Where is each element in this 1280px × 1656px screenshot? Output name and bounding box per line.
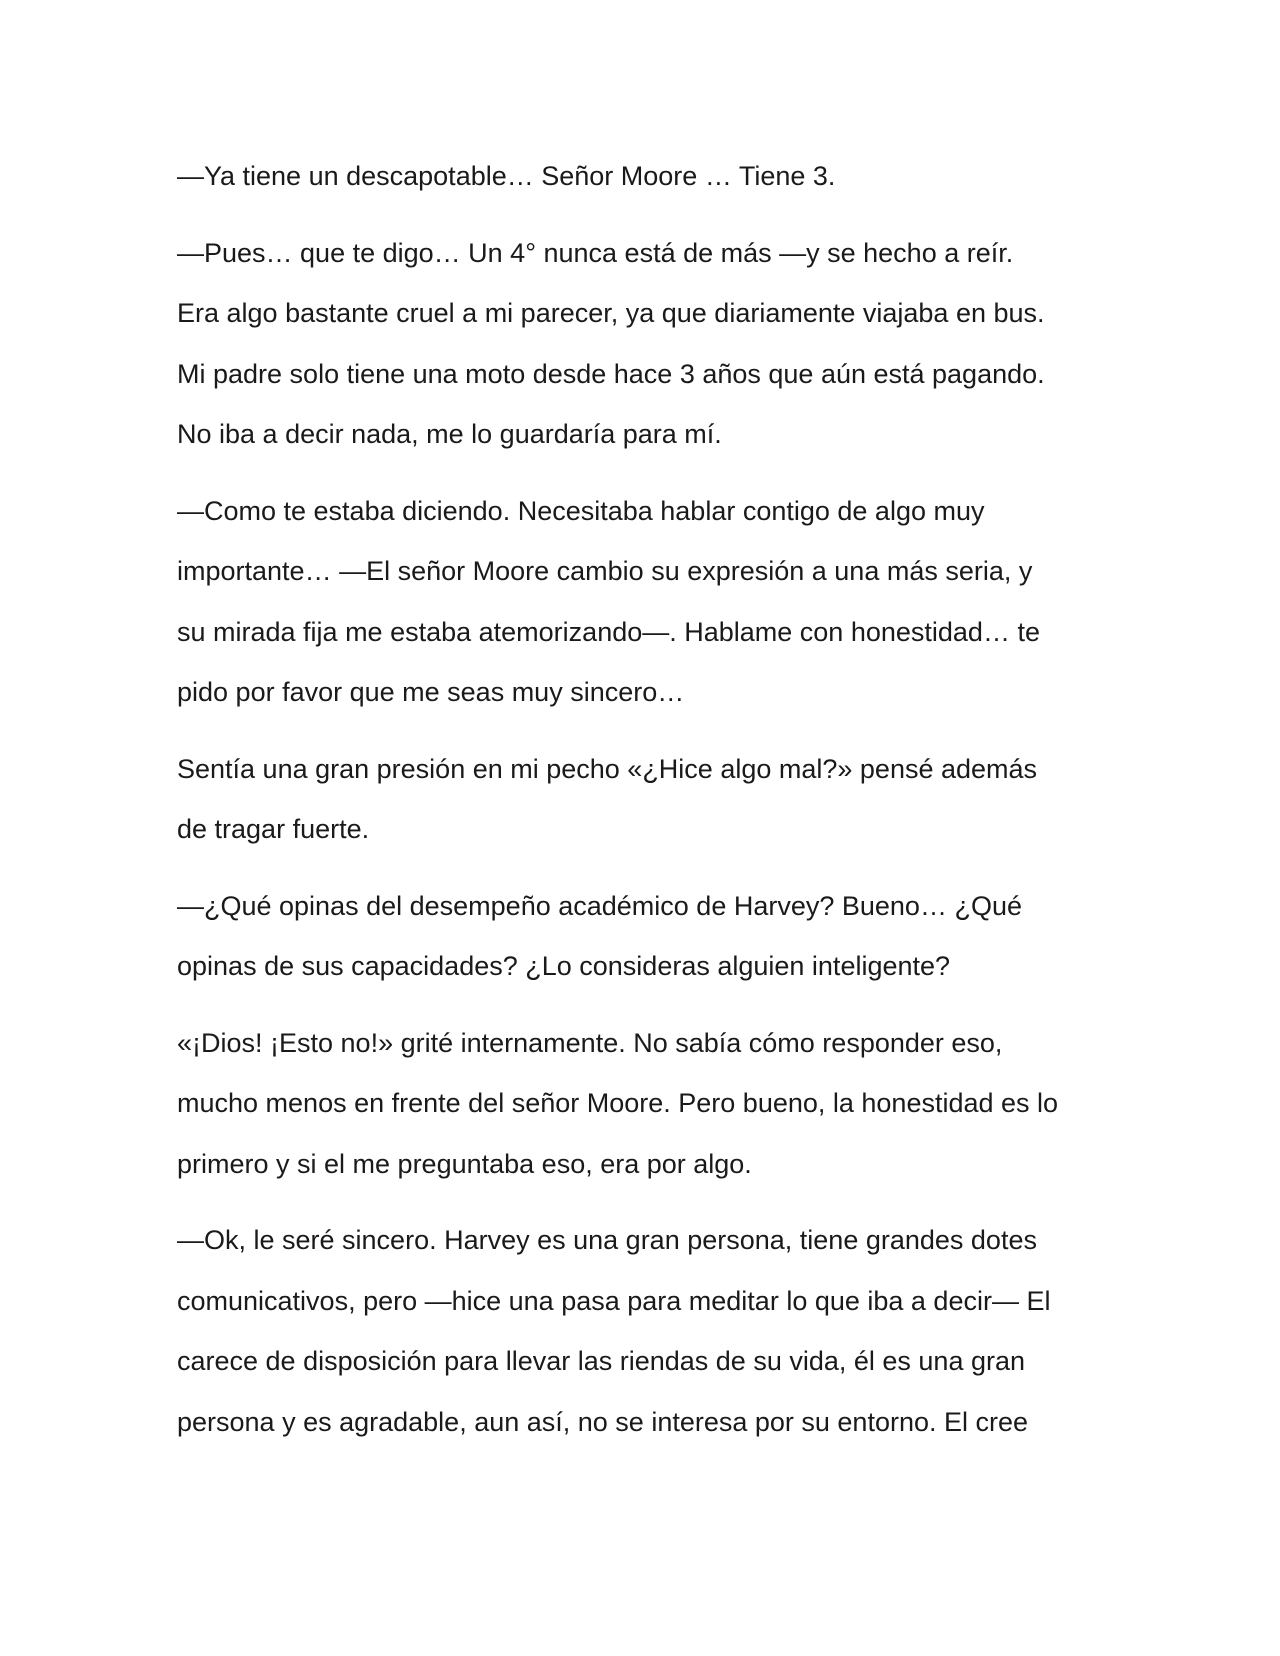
text-line: primero y si el me preguntaba eso, era por algo. xyxy=(177,1148,752,1179)
text-line: —Como te estaba diciendo. Necesitaba hablar contigo de algo muy xyxy=(177,495,985,526)
text-line: pido por favor que me seas muy sincero… xyxy=(177,677,685,707)
text-line: su mirada fija me estaba atemorizando—. Hablame con honestidad… te xyxy=(177,616,1040,647)
text-line: Sentía una gran presión en mi pecho «¿Hice algo mal?» pensé además xyxy=(177,753,1038,784)
text-line: Mi padre solo tiene una moto desde hace 3 años que aún está pagando. xyxy=(177,358,1045,389)
text-line: importante… —El señor Moore cambio su expresión a una más seria, y xyxy=(177,556,1033,586)
text-line: Era algo bastante cruel a mi parecer, ya que diariamente viajaba en bus. xyxy=(177,298,1045,328)
paragraph-5 xyxy=(177,876,1107,997)
document-body xyxy=(177,146,1107,1468)
paragraph-4 xyxy=(177,739,1107,860)
text-line: carece de disposición para llevar las riendas de su vida, él es una gran xyxy=(177,1346,1025,1376)
text-line: comunicativos, pero —hice una pasa para meditar lo que iba a decir— El xyxy=(177,1285,1051,1316)
text-line: opinas de sus capacidades? ¿Lo consideras alguien inteligente? xyxy=(177,951,951,981)
paragraph-1 xyxy=(177,146,1107,207)
paragraph-2 xyxy=(177,223,1107,465)
text-line: No iba a decir nada, me lo guardaría para mí. xyxy=(177,419,722,449)
text-line: —Pues… que te digo… Un 4° nunca está de más —y se hecho a reír. xyxy=(177,237,1014,268)
paragraph-3 xyxy=(177,481,1107,723)
text-line: persona y es agradable, aun así, no se interesa por su entorno. El cree xyxy=(177,1406,1029,1437)
text-line: mucho menos en frente del señor Moore. Pero bueno, la honestidad es lo xyxy=(177,1088,1059,1118)
text-line: —Ya tiene un descapotable… Señor Moore … Tiene 3. xyxy=(177,161,836,191)
text-line: «¡Dios! ¡Esto no!» grité internamente. No sabía cómo responder eso, xyxy=(177,1027,1003,1058)
paragraph-7 xyxy=(177,1210,1107,1452)
paragraph-6 xyxy=(177,1013,1107,1195)
text-line: —Ok, le seré sincero. Harvey es una gran persona, tiene grandes dotes xyxy=(177,1225,1037,1255)
text-line: —¿Qué opinas del desempeño académico de Harvey? Bueno… ¿Qué xyxy=(177,890,1022,921)
text-line: de tragar fuerte. xyxy=(177,814,370,844)
